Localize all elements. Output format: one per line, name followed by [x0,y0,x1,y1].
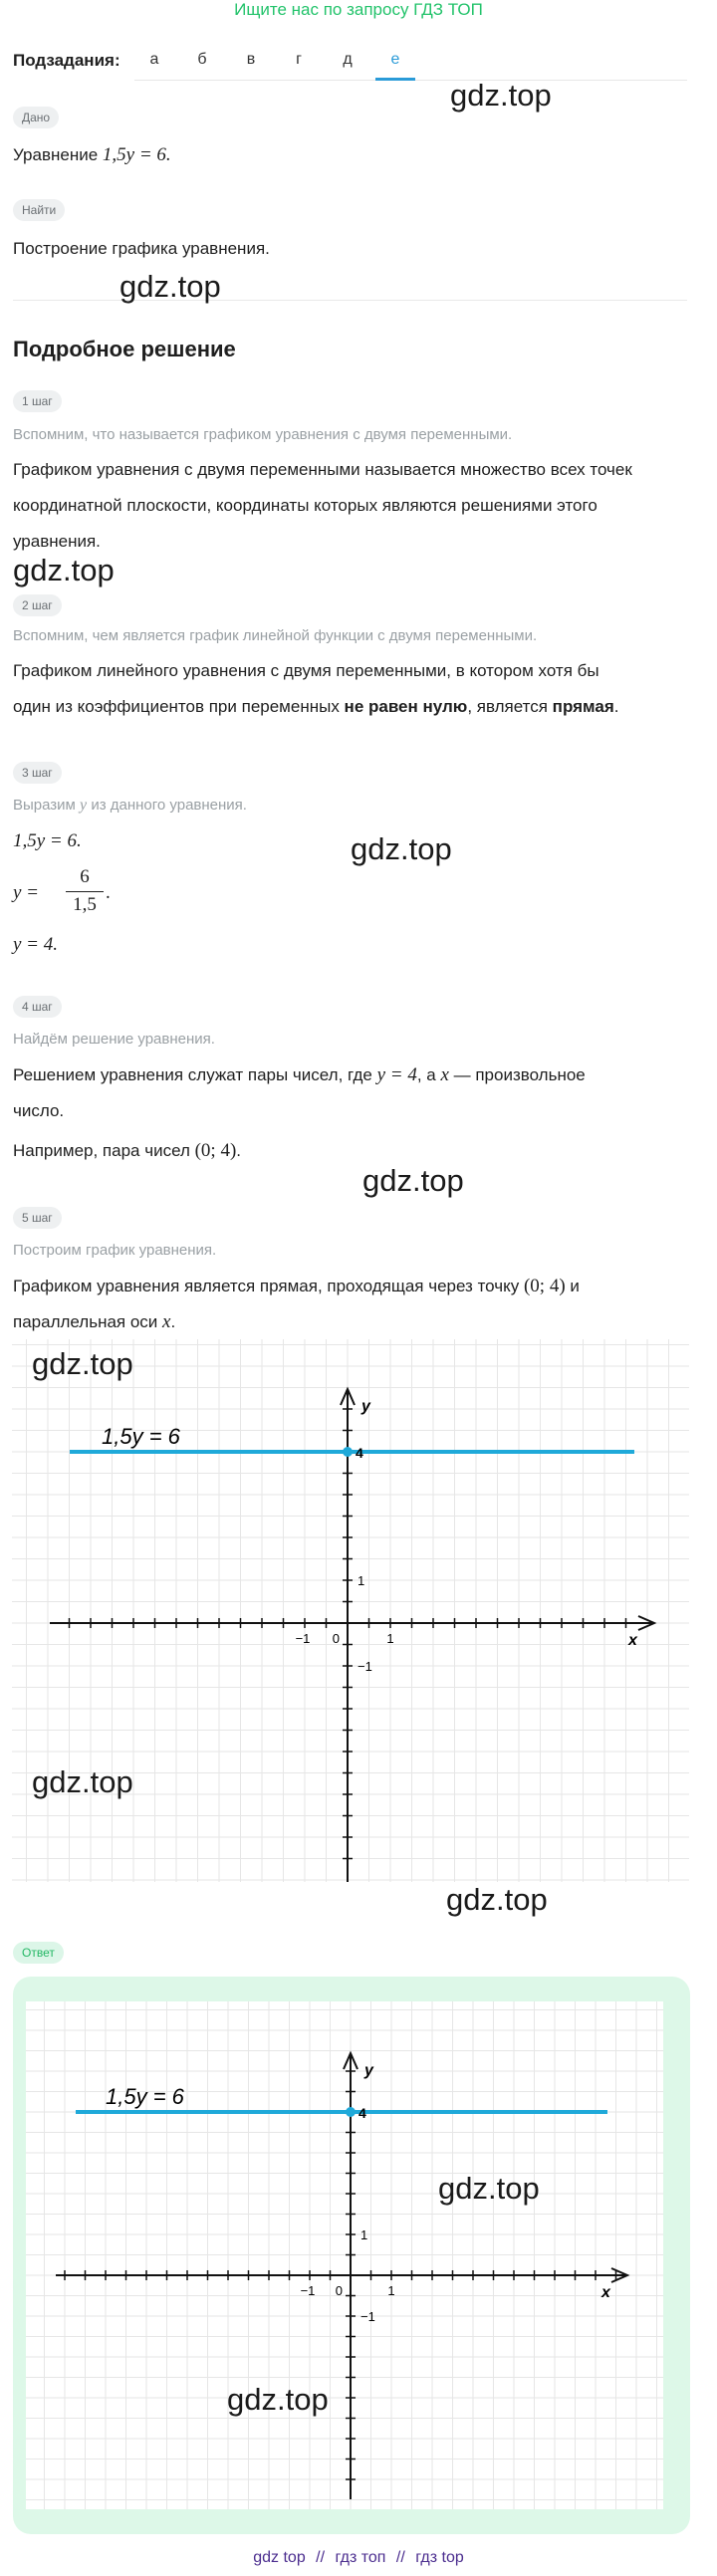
tab-e[interactable]: е [390,51,400,68]
watermark: gdz.top [32,1764,133,1799]
step1-line2: координатной плоскости, координаты которых являются решениями этого [13,496,598,515]
watermark: gdz.top [13,553,115,587]
step5-line1-b: и [565,1277,580,1295]
step5-line1 [13,1269,700,1304]
step1-hint: Вспомним, что называется графиком уравнения с двумя переменными. [13,426,513,443]
tab-b[interactable]: б [197,51,207,68]
tab-v[interactable]: в [246,51,256,68]
find-tag: Найти [13,199,65,221]
watermark: gdz.top [446,1882,548,1917]
step3-hint-b: из данного уравнения. [87,797,247,814]
origin-label: 0 [335,2283,343,2298]
given-tag: Дано [13,107,59,128]
step1-tag: 1 шаг [13,390,62,412]
step3-eq2-numerator: 6 [80,866,90,887]
subtasks-label: Подзадания: [13,51,120,70]
step4-line3 [13,1133,700,1169]
step4-line3-pair: (0; 4) [194,1140,237,1161]
step4-line1-c: — произвольное [448,1065,586,1084]
solution-title: Подробное решение [13,337,236,361]
step1-line1: Графиком уравнения с двумя переменными называется множество всех точек [13,460,632,479]
x-tick-label-neg1: −1 [300,2283,316,2298]
watermark: gdz.top [438,2171,540,2206]
step4-line1-eq: y = 4 [376,1064,417,1085]
step2-line2-e: . [613,697,619,716]
step1-text [13,452,700,560]
step4-line2: число. [13,1101,65,1120]
step1-line3: уравнения. [13,532,101,551]
top-banner[interactable]: Ищите нас по запросу ГДЗ ТОП [234,0,483,19]
y-tick-label-neg1: −1 [360,2309,375,2324]
graph-equation-label: 1,5y = 6 [102,1424,180,1449]
y-tick-label-1: 1 [358,1573,365,1588]
solution-graph-svg [12,1339,689,1882]
step3-hint [13,797,247,815]
tab-d[interactable]: д [343,51,353,68]
step4-tag: 4 шаг [13,996,62,1018]
tab-g[interactable]: г [296,51,302,68]
y-axis-label: y [364,2062,373,2079]
step2-emphasis-line: прямая [552,697,614,716]
step4-line1-x: x [440,1064,449,1085]
active-tab-indicator [375,78,415,81]
step2-hint: Вспомним, чем является график линейной функции с двумя переменными. [13,627,538,644]
step3-tag: 3 шаг [13,762,62,784]
fraction-bar [66,891,104,892]
step4-hint: Найдём решение уравнения. [13,1031,215,1048]
step2-line2-a: один из коэффициентов при переменных [13,697,345,716]
point-label-4: 4 [358,2105,366,2121]
graph-equation-label: 1,5y = 6 [106,2084,184,2109]
step4-line1-a: Решением уравнения служат пары чисел, где [13,1065,377,1084]
point-0-4 [343,1447,353,1457]
solution-graph [12,1339,689,1882]
footer-separator: // [395,2549,405,2566]
step4-line1-b: , а [416,1065,441,1084]
given-equation: 1,5y = 6. [102,144,171,165]
y-axis-label: y [361,1398,370,1415]
y-tick-label-1: 1 [360,2227,368,2242]
step3-eq2-denominator: 1,5 [73,894,97,915]
x-axis-label: x [601,2284,610,2301]
x-tick-label-1: 1 [387,2283,395,2298]
step3-eq1: 1,5y = 6. [13,830,82,851]
x-tick-label-neg1: −1 [295,1631,311,1646]
point-0-4 [346,2107,356,2117]
step2-line2 [13,689,700,725]
step2-emphasis-nonzero: не равен нулю [344,697,468,716]
divider [13,300,687,301]
step3-eq2-lhs: y = [13,882,40,903]
footer-link-gdz-top-ru[interactable]: гдз топ [335,2549,386,2566]
watermark: gdz.top [450,78,552,113]
find-text: Построение графика уравнения. [13,239,270,258]
answer-graph [26,2001,663,2509]
footer-link-gdz-top-mixed[interactable]: гдз top [415,2549,464,2566]
watermark: gdz.top [351,831,452,866]
step3-eq2-dot: . [106,882,111,903]
step4-line3-a: Например, пара чисел [13,1141,195,1160]
given-text [13,137,171,173]
step5-hint: Построим график уравнения. [13,1242,217,1259]
origin-label: 0 [332,1631,340,1646]
x-tick-label-1: 1 [386,1631,394,1646]
y-tick-label-neg1: −1 [358,1659,372,1674]
step3-eq3: y = 4. [13,934,59,955]
step2-text [13,653,700,725]
step5-tag: 5 шаг [13,1207,62,1229]
step3-hint-var: y [80,797,88,814]
step5-line1-a: Графиком уравнения является прямая, проходящая через точку [13,1277,524,1295]
step4-line3-b: . [236,1141,242,1160]
step5-line2-x: x [162,1311,171,1332]
watermark: gdz.top [227,2382,329,2417]
point-label-4: 4 [356,1445,363,1461]
given-label: Уравнение [13,145,99,164]
answer-tag: Ответ [13,1942,64,1964]
subtask-tabs [134,40,687,81]
step5-line1-point: (0; 4) [523,1276,566,1296]
footer-links [0,2549,717,2567]
watermark: gdz.top [120,269,221,304]
step5-text [13,1269,700,1340]
watermark: gdz.top [32,1346,133,1381]
watermark: gdz.top [362,1163,464,1198]
step3-hint-a: Выразим [13,797,81,814]
step5-line2 [13,1304,700,1340]
step4-line1 [13,1057,700,1093]
tab-a[interactable]: а [149,51,159,68]
footer-link-gdz-top[interactable]: gdz top [253,2549,306,2566]
step4-text [13,1057,700,1169]
answer-graph-svg [26,2001,663,2509]
step2-line1: Графиком линейного уравнения с двумя переменными, в котором хотя бы [13,661,599,680]
step5-line2-a: параллельная оси [13,1312,163,1331]
footer-separator: // [316,2549,326,2566]
step2-line2-c: , является [467,697,553,716]
step2-tag: 2 шаг [13,594,62,616]
step5-line2-b: . [170,1312,176,1331]
x-axis-label: x [628,1632,637,1649]
